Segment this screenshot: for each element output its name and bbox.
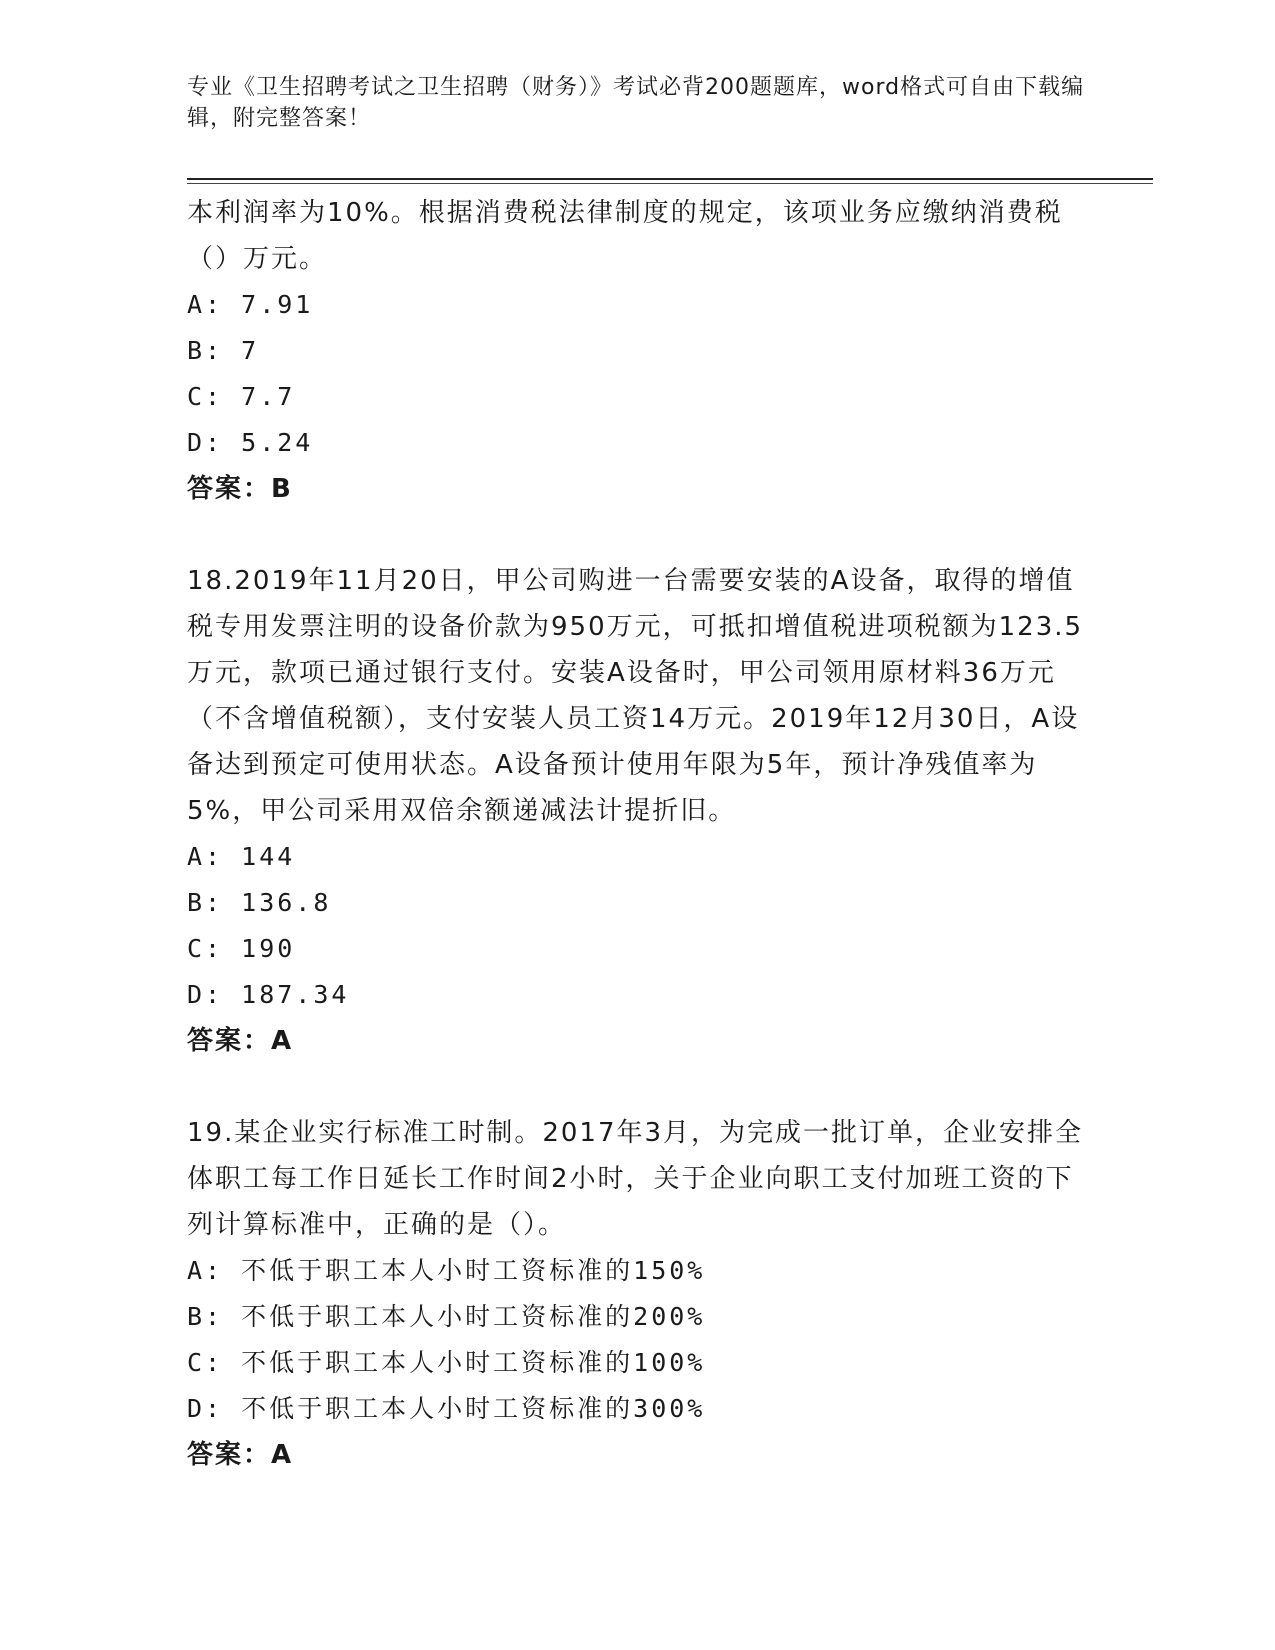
- option-c: C: 7.7: [187, 382, 296, 411]
- document-header: 专业《卫生招聘考试之卫生招聘（财务）》考试必背200题题库，word格式可自由下载编辑，附完整答案！: [187, 75, 1085, 131]
- answer-label: 答案：A: [187, 1026, 294, 1056]
- header-divider-thin: [187, 183, 1153, 184]
- option-b: B: 不低于职工本人小时工资标准的200%: [187, 1302, 706, 1331]
- spacer: [187, 1064, 1087, 1110]
- option-a: A: 7.91: [187, 290, 314, 319]
- question-19: [187, 1110, 1087, 1478]
- answer-label: 答案：B: [187, 474, 293, 504]
- header-divider-thick: [187, 178, 1153, 180]
- option-c: C: 190: [187, 934, 296, 963]
- option-d: D: 不低于职工本人小时工资标准的300%: [187, 1394, 706, 1423]
- answer-label: 答案：A: [187, 1440, 294, 1470]
- spacer: [187, 512, 1087, 558]
- option-c: C: 不低于职工本人小时工资标准的100%: [187, 1348, 706, 1377]
- question-stem: 19.某企业实行标准工时制。2017年3月，为完成一批订单，企业安排全体职工每工作日延长工作时间2小时，关于企业向职工支付加班工资的下列计算标准中，正确的是（）。: [187, 1118, 1084, 1240]
- option-d: D: 187.34: [187, 980, 350, 1009]
- question-content: [187, 190, 1087, 1478]
- question-stem: 本利润率为10%。根据消费税法律制度的规定，该项业务应缴纳消费税（）万元。: [187, 198, 1063, 274]
- option-a: A: 不低于职工本人小时工资标准的150%: [187, 1256, 706, 1285]
- option-a: A: 144: [187, 842, 296, 871]
- option-b: B: 136.8: [187, 888, 332, 917]
- question-18: [187, 558, 1087, 1064]
- question-17: [187, 190, 1087, 512]
- option-b: B: 7: [187, 336, 260, 365]
- option-d: D: 5.24: [187, 428, 314, 457]
- question-stem: 18.2019年11月20日，甲公司购进一台需要安装的A设备，取得的增值税专用发票注明的设备价款为950万元，可抵扣增值税进项税额为123.5万元，款项已通过银行支付。安装A设备时，甲公司领用原材料36万元（不含增值税额），支付安装人员工资14万元。2019年12月30日，A设备达到预定可使用状态。A设备预计使用年限为5年，预计净残值率为5%，甲公司采用双倍余额递减法计提折旧。: [187, 566, 1084, 826]
